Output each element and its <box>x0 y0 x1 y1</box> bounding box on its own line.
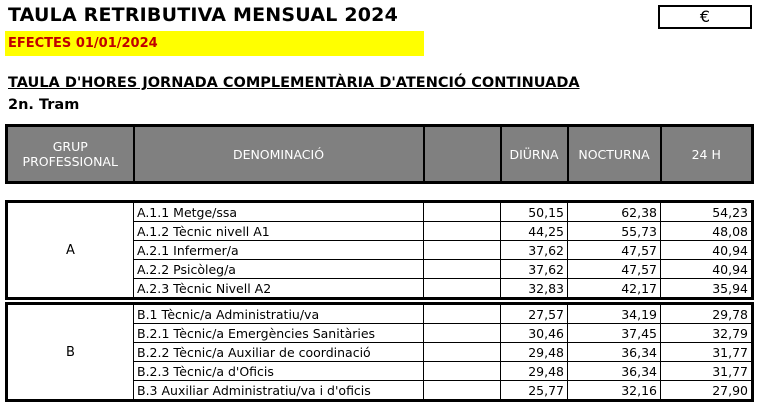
table-subtitle: TAULA D'HORES JORNADA COMPLEMENTÀRIA D'ATENCIÓ CONTINUADA <box>8 75 580 91</box>
column-header-24h: 24 H <box>661 126 753 183</box>
column-header-name: DENOMINACIÓ <box>134 126 424 183</box>
row-blank-cell <box>424 343 501 362</box>
row-blank-cell <box>424 381 501 401</box>
row-24h-value: 31,77 <box>661 343 753 362</box>
row-blank-cell <box>424 260 501 279</box>
row-nocturna-value: 34,19 <box>568 304 661 324</box>
row-name: B.2.2 Tècnic/a Auxiliar de coordinació <box>134 343 424 362</box>
table-row <box>7 304 753 324</box>
group-table-b <box>5 302 754 402</box>
row-nocturna-value: 37,45 <box>568 324 661 343</box>
row-diurna-value: 29,48 <box>501 343 568 362</box>
row-blank-cell <box>424 202 501 222</box>
row-name: A.1.2 Tècnic nivell A1 <box>134 222 424 241</box>
row-diurna-value: 50,15 <box>501 202 568 222</box>
row-24h-value: 35,94 <box>661 279 753 299</box>
row-nocturna-value: 47,57 <box>568 241 661 260</box>
row-blank-cell <box>424 279 501 299</box>
row-name: A.2.3 Tècnic Nivell A2 <box>134 279 424 299</box>
row-blank-cell <box>424 241 501 260</box>
row-name: A.2.1 Infermer/a <box>134 241 424 260</box>
row-diurna-value: 37,62 <box>501 260 568 279</box>
row-nocturna-value: 42,17 <box>568 279 661 299</box>
row-24h-value: 29,78 <box>661 304 753 324</box>
table-header <box>5 124 754 184</box>
row-diurna-value: 32,83 <box>501 279 568 299</box>
group-table-a <box>5 200 754 300</box>
row-diurna-value: 25,77 <box>501 381 568 401</box>
effective-date-banner: EFECTES 01/01/2024 <box>5 31 424 56</box>
row-diurna-value: 30,46 <box>501 324 568 343</box>
row-blank-cell <box>424 304 501 324</box>
row-diurna-value: 29,48 <box>501 362 568 381</box>
table-row <box>7 202 753 222</box>
row-diurna-value: 44,25 <box>501 222 568 241</box>
column-header-group: GRUP PROFESSIONAL <box>22 139 118 169</box>
row-nocturna-value: 55,73 <box>568 222 661 241</box>
row-blank-cell <box>424 222 501 241</box>
row-24h-value: 31,77 <box>661 362 753 381</box>
row-24h-value: 54,23 <box>661 202 753 222</box>
row-24h-value: 40,94 <box>661 260 753 279</box>
row-name: B.2.3 Tècnic/a d'Oficis <box>134 362 424 381</box>
row-name: B.3 Auxiliar Administratiu/va i d'oficis <box>134 381 424 401</box>
row-24h-value: 40,94 <box>661 241 753 260</box>
column-header-blank <box>424 126 501 183</box>
row-nocturna-value: 62,38 <box>568 202 661 222</box>
group-letter: B <box>66 344 75 360</box>
tram-label: 2n. Tram <box>8 97 80 113</box>
row-24h-value: 32,79 <box>661 324 753 343</box>
group-letter: A <box>66 242 75 258</box>
row-nocturna-value: 36,34 <box>568 362 661 381</box>
row-24h-value: 27,90 <box>661 381 753 401</box>
page-title: TAULA RETRIBUTIVA MENSUAL 2024 <box>8 4 399 26</box>
row-nocturna-value: 47,57 <box>568 260 661 279</box>
row-blank-cell <box>424 324 501 343</box>
row-name: A.2.2 Psicòleg/a <box>134 260 424 279</box>
row-nocturna-value: 36,34 <box>568 343 661 362</box>
row-nocturna-value: 32,16 <box>568 381 661 401</box>
row-diurna-value: 37,62 <box>501 241 568 260</box>
column-header-diurna: DIÜRNA <box>501 126 568 183</box>
row-diurna-value: 27,57 <box>501 304 568 324</box>
row-blank-cell <box>424 362 501 381</box>
row-name: A.1.1 Metge/ssa <box>134 202 424 222</box>
currency-box: € <box>658 5 752 29</box>
row-24h-value: 48,08 <box>661 222 753 241</box>
column-header-nocturna: NOCTURNA <box>568 126 661 183</box>
row-name: B.1 Tècnic/a Administratiu/va <box>134 304 424 324</box>
row-name: B.2.1 Tècnic/a Emergències Sanitàries <box>134 324 424 343</box>
